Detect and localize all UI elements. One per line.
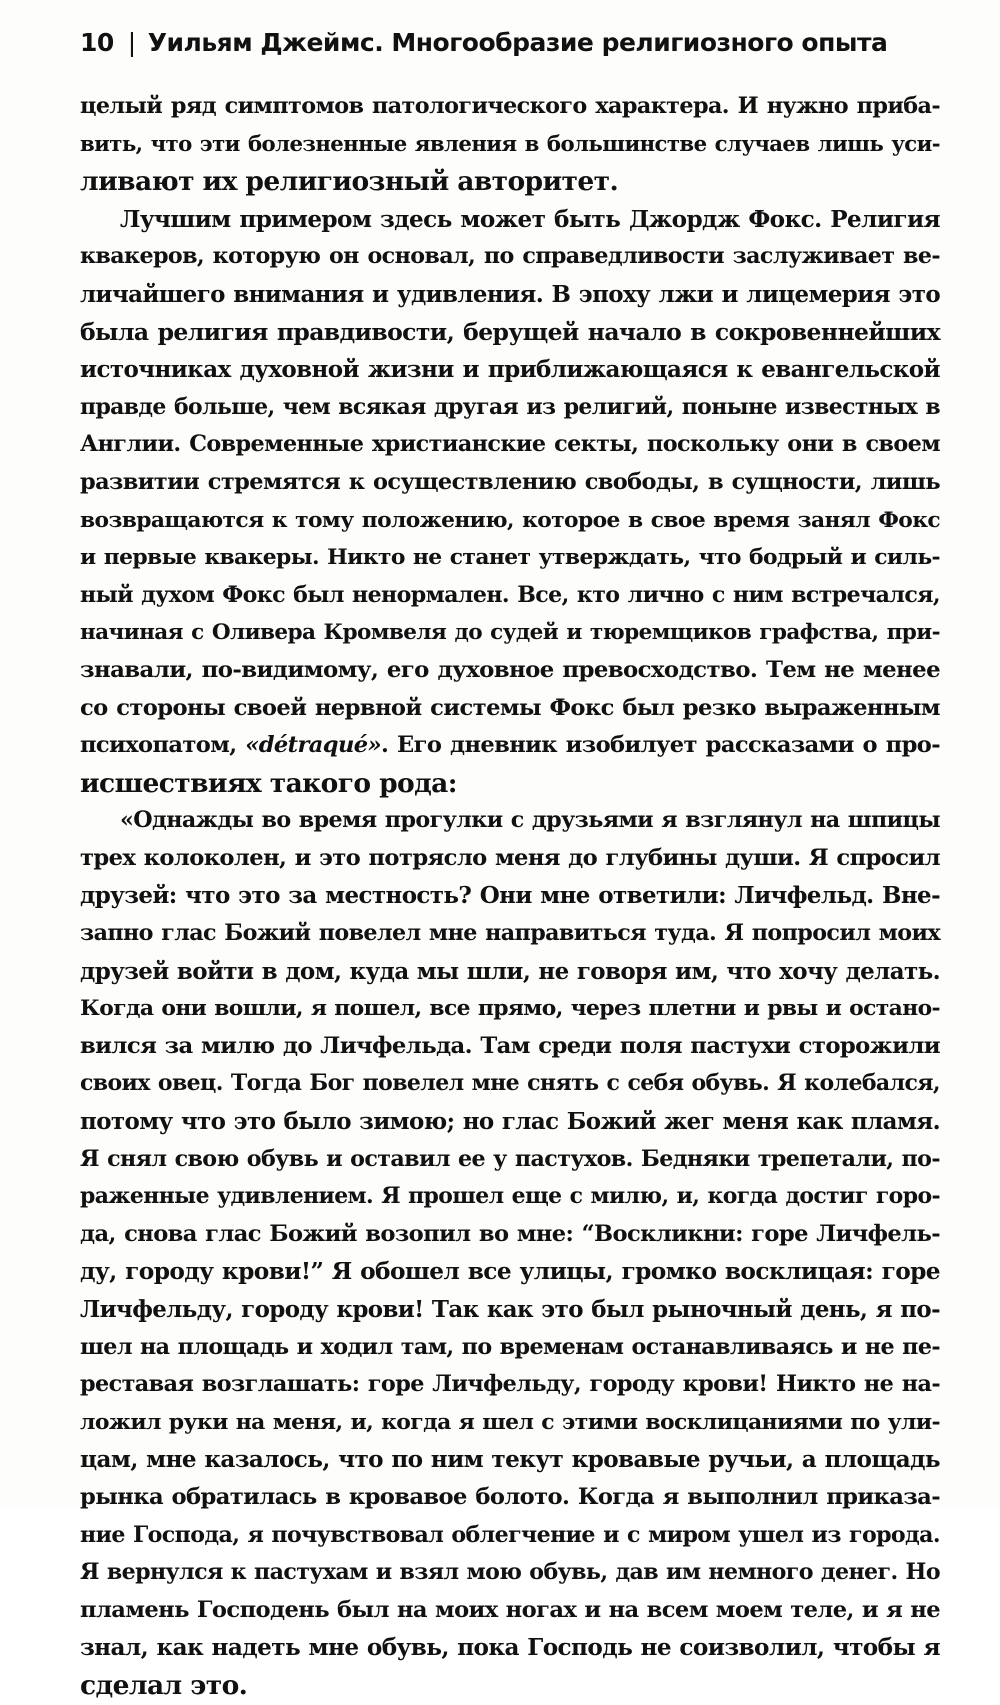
text-line bbox=[80, 1216, 940, 1254]
text-line bbox=[80, 1366, 940, 1404]
text-line bbox=[80, 276, 940, 314]
text-line bbox=[80, 88, 940, 126]
text-line bbox=[80, 1103, 940, 1141]
text-line bbox=[80, 539, 940, 577]
text-line-content: ду, городу крови!” Я обошел все улицы, громко восклицая: горе bbox=[80, 1258, 940, 1286]
text-line bbox=[80, 1291, 940, 1329]
text-line bbox=[80, 840, 940, 878]
text-line bbox=[80, 1667, 940, 1705]
text-line-content: ный духом Фокс был ненормален. Все, кто лично с ним встречался, bbox=[80, 581, 940, 608]
text-line bbox=[80, 163, 940, 201]
text-line-content: друзей войти в дом, куда мы шли, не говоря им, что хочу делать. bbox=[80, 957, 940, 985]
text-line bbox=[80, 1479, 940, 1517]
text-line-content: Англии. Современные христианские секты, поскольку они в своем bbox=[80, 431, 940, 458]
text-line-content: сделал это. bbox=[80, 1669, 248, 1701]
text-line bbox=[80, 990, 940, 1028]
text-line bbox=[80, 426, 940, 464]
text-line-content: ложил руки на меня, и, когда я шел с этими восклицаниями по ули- bbox=[80, 1408, 940, 1435]
text-line-content: реставая возглашать: горе Личфельду, городу крови! Никто не на- bbox=[80, 1371, 940, 1398]
text-line-content: пламень Господень был на моих ногах и на всем моем теле, и я не bbox=[80, 1596, 940, 1623]
text-line bbox=[80, 314, 940, 352]
text-line bbox=[80, 577, 940, 615]
text-line-content: раженные удивлением. Я прошел еще с милю, и, когда достиг горо- bbox=[80, 1183, 940, 1210]
text-line-content: трех колоколен, и это потрясло меня до глубины души. Я спросил bbox=[80, 844, 940, 871]
text-line bbox=[80, 1441, 940, 1479]
text-line-content: цам, мне казалось, что по ним текут кровавые ручьи, а площадь bbox=[80, 1446, 940, 1474]
text-line-content: знал, как надеть мне обувь, пока Господь не соизволил, чтобы я bbox=[80, 1634, 940, 1662]
text-line bbox=[80, 1329, 940, 1367]
italic-term: «détraqué» bbox=[245, 732, 382, 759]
text-line-content: источниках духовной жизни и приближающаяся к евангельской bbox=[80, 356, 940, 384]
text-line bbox=[80, 351, 940, 389]
text-line-content: возвращаются к тому положению, которое в свое время занял Фокс bbox=[80, 507, 940, 533]
text-line-content: шел на площадь и ходил там, по временам останавливаясь и не пе- bbox=[80, 1333, 940, 1360]
text-line bbox=[80, 1141, 940, 1179]
text-line-content: знавали, по-видимому, его духовное превосходство. Тем не менее bbox=[80, 656, 940, 683]
text-line-content: развитии стремятся к осуществлению свободы, в сущности, лишь bbox=[80, 468, 940, 495]
text-line-content: Лучшим примером здесь может быть Джордж Фокс. Религия bbox=[120, 205, 940, 233]
text-line bbox=[80, 1028, 940, 1066]
text-line bbox=[80, 1517, 940, 1555]
page-number: 10 bbox=[80, 28, 114, 57]
text-line-content: рынка обратилась в кровавое болото. Когда я выполнил приказа- bbox=[80, 1483, 940, 1510]
text-line bbox=[80, 464, 940, 502]
text-line bbox=[80, 238, 940, 276]
text-line bbox=[80, 201, 940, 239]
text-line-content: Личфельду, городу крови! Так как это был рыночный день, я по- bbox=[80, 1296, 940, 1323]
text-line bbox=[80, 690, 940, 728]
text-line-content: правде больше, чем всякая другая из религий, поныне известных в bbox=[80, 393, 940, 420]
text-line bbox=[80, 1592, 940, 1630]
text-line-content: начиная с Оливера Кромвеля до судей и тюремщиков графства, при- bbox=[80, 620, 940, 646]
text-line-content: Я вернулся к пастухам и взял мою обувь, дав им немного денег. Но bbox=[80, 1559, 940, 1586]
text-line-content: психопатом, bbox=[80, 732, 246, 759]
text-line bbox=[80, 1404, 940, 1442]
text-line-content: Когда они вошли, я пошел, все прямо, через плетни и рвы и остано- bbox=[80, 996, 940, 1022]
text-line bbox=[80, 502, 940, 540]
text-line bbox=[80, 389, 940, 427]
text-line-content: Я снял свою обувь и оставил ее у пастухов. Бедняки трепетали, по- bbox=[80, 1145, 940, 1172]
text-line-content: исшествиях такого рода: bbox=[80, 767, 457, 799]
text-line-continuation: . Его дневник изобилует рассказами о про- bbox=[381, 732, 940, 759]
text-line-content: ливают их религиозный авторитет. bbox=[80, 166, 619, 198]
text-line-content: и первые квакеры. Никто не станет утверждать, что бодрый и силь- bbox=[80, 545, 940, 571]
text-line bbox=[80, 1554, 940, 1592]
running-title: Уильям Джеймс. Многообразие религиозного опыта bbox=[147, 28, 888, 57]
text-line bbox=[80, 1178, 940, 1216]
text-line-content: целый ряд симптомов патологического характера. И нужно приба- bbox=[80, 93, 940, 119]
running-head bbox=[80, 28, 887, 57]
text-line bbox=[80, 915, 940, 953]
header-separator: | bbox=[127, 28, 136, 57]
text-line-content: личайшего внимания и удивления. В эпоху лжи и лицемерия это bbox=[80, 280, 940, 308]
text-line-content: друзей: что это за местность? Они мне ответили: Личфельд. Вне- bbox=[80, 882, 940, 910]
text-line bbox=[80, 126, 940, 164]
text-line bbox=[80, 614, 940, 652]
text-line bbox=[80, 802, 940, 840]
text-line bbox=[80, 877, 940, 915]
text-line-content: да, снова глас Божий возопил во мне: “Воскликни: горе Личфель- bbox=[80, 1220, 940, 1247]
text-line-content: запно глас Божий повелел мне направиться туда. Я попросил моих bbox=[80, 920, 940, 947]
text-line-content: вить, что эти болезненные явления в большинстве случаев лишь уси- bbox=[80, 131, 940, 157]
text-line bbox=[80, 953, 940, 991]
text-line-content: потому что это было зимою; но глас Божий жег меня как пламя. bbox=[80, 1108, 940, 1136]
body-text bbox=[80, 88, 940, 1705]
text-line-content: квакеров, которую он основал, по справедливости заслуживает ве- bbox=[80, 243, 940, 270]
text-line bbox=[80, 652, 940, 690]
text-line-content: ние Господа, я почувствовал облегчение и с миром ушел из города. bbox=[80, 1521, 940, 1548]
text-line bbox=[80, 1629, 940, 1667]
text-line-content: со стороны своей нервной системы Фокс был резко выраженным bbox=[80, 694, 940, 721]
text-line bbox=[80, 1253, 940, 1291]
text-line-content: «Однажды во время прогулки с друзьями я взглянул на шпицы bbox=[120, 807, 940, 834]
text-line-content: была религия правдивости, берущей начало в сокровеннейших bbox=[80, 317, 940, 346]
text-line bbox=[80, 727, 940, 765]
text-line-content: своих овец. Тогда Бог повелел мне снять с себя обувь. Я колебался, bbox=[80, 1070, 940, 1097]
text-line bbox=[80, 1065, 940, 1103]
text-line bbox=[80, 765, 940, 803]
text-line-content: вился за милю до Личфельда. Там среди поля пастухи сторожили bbox=[80, 1032, 940, 1059]
